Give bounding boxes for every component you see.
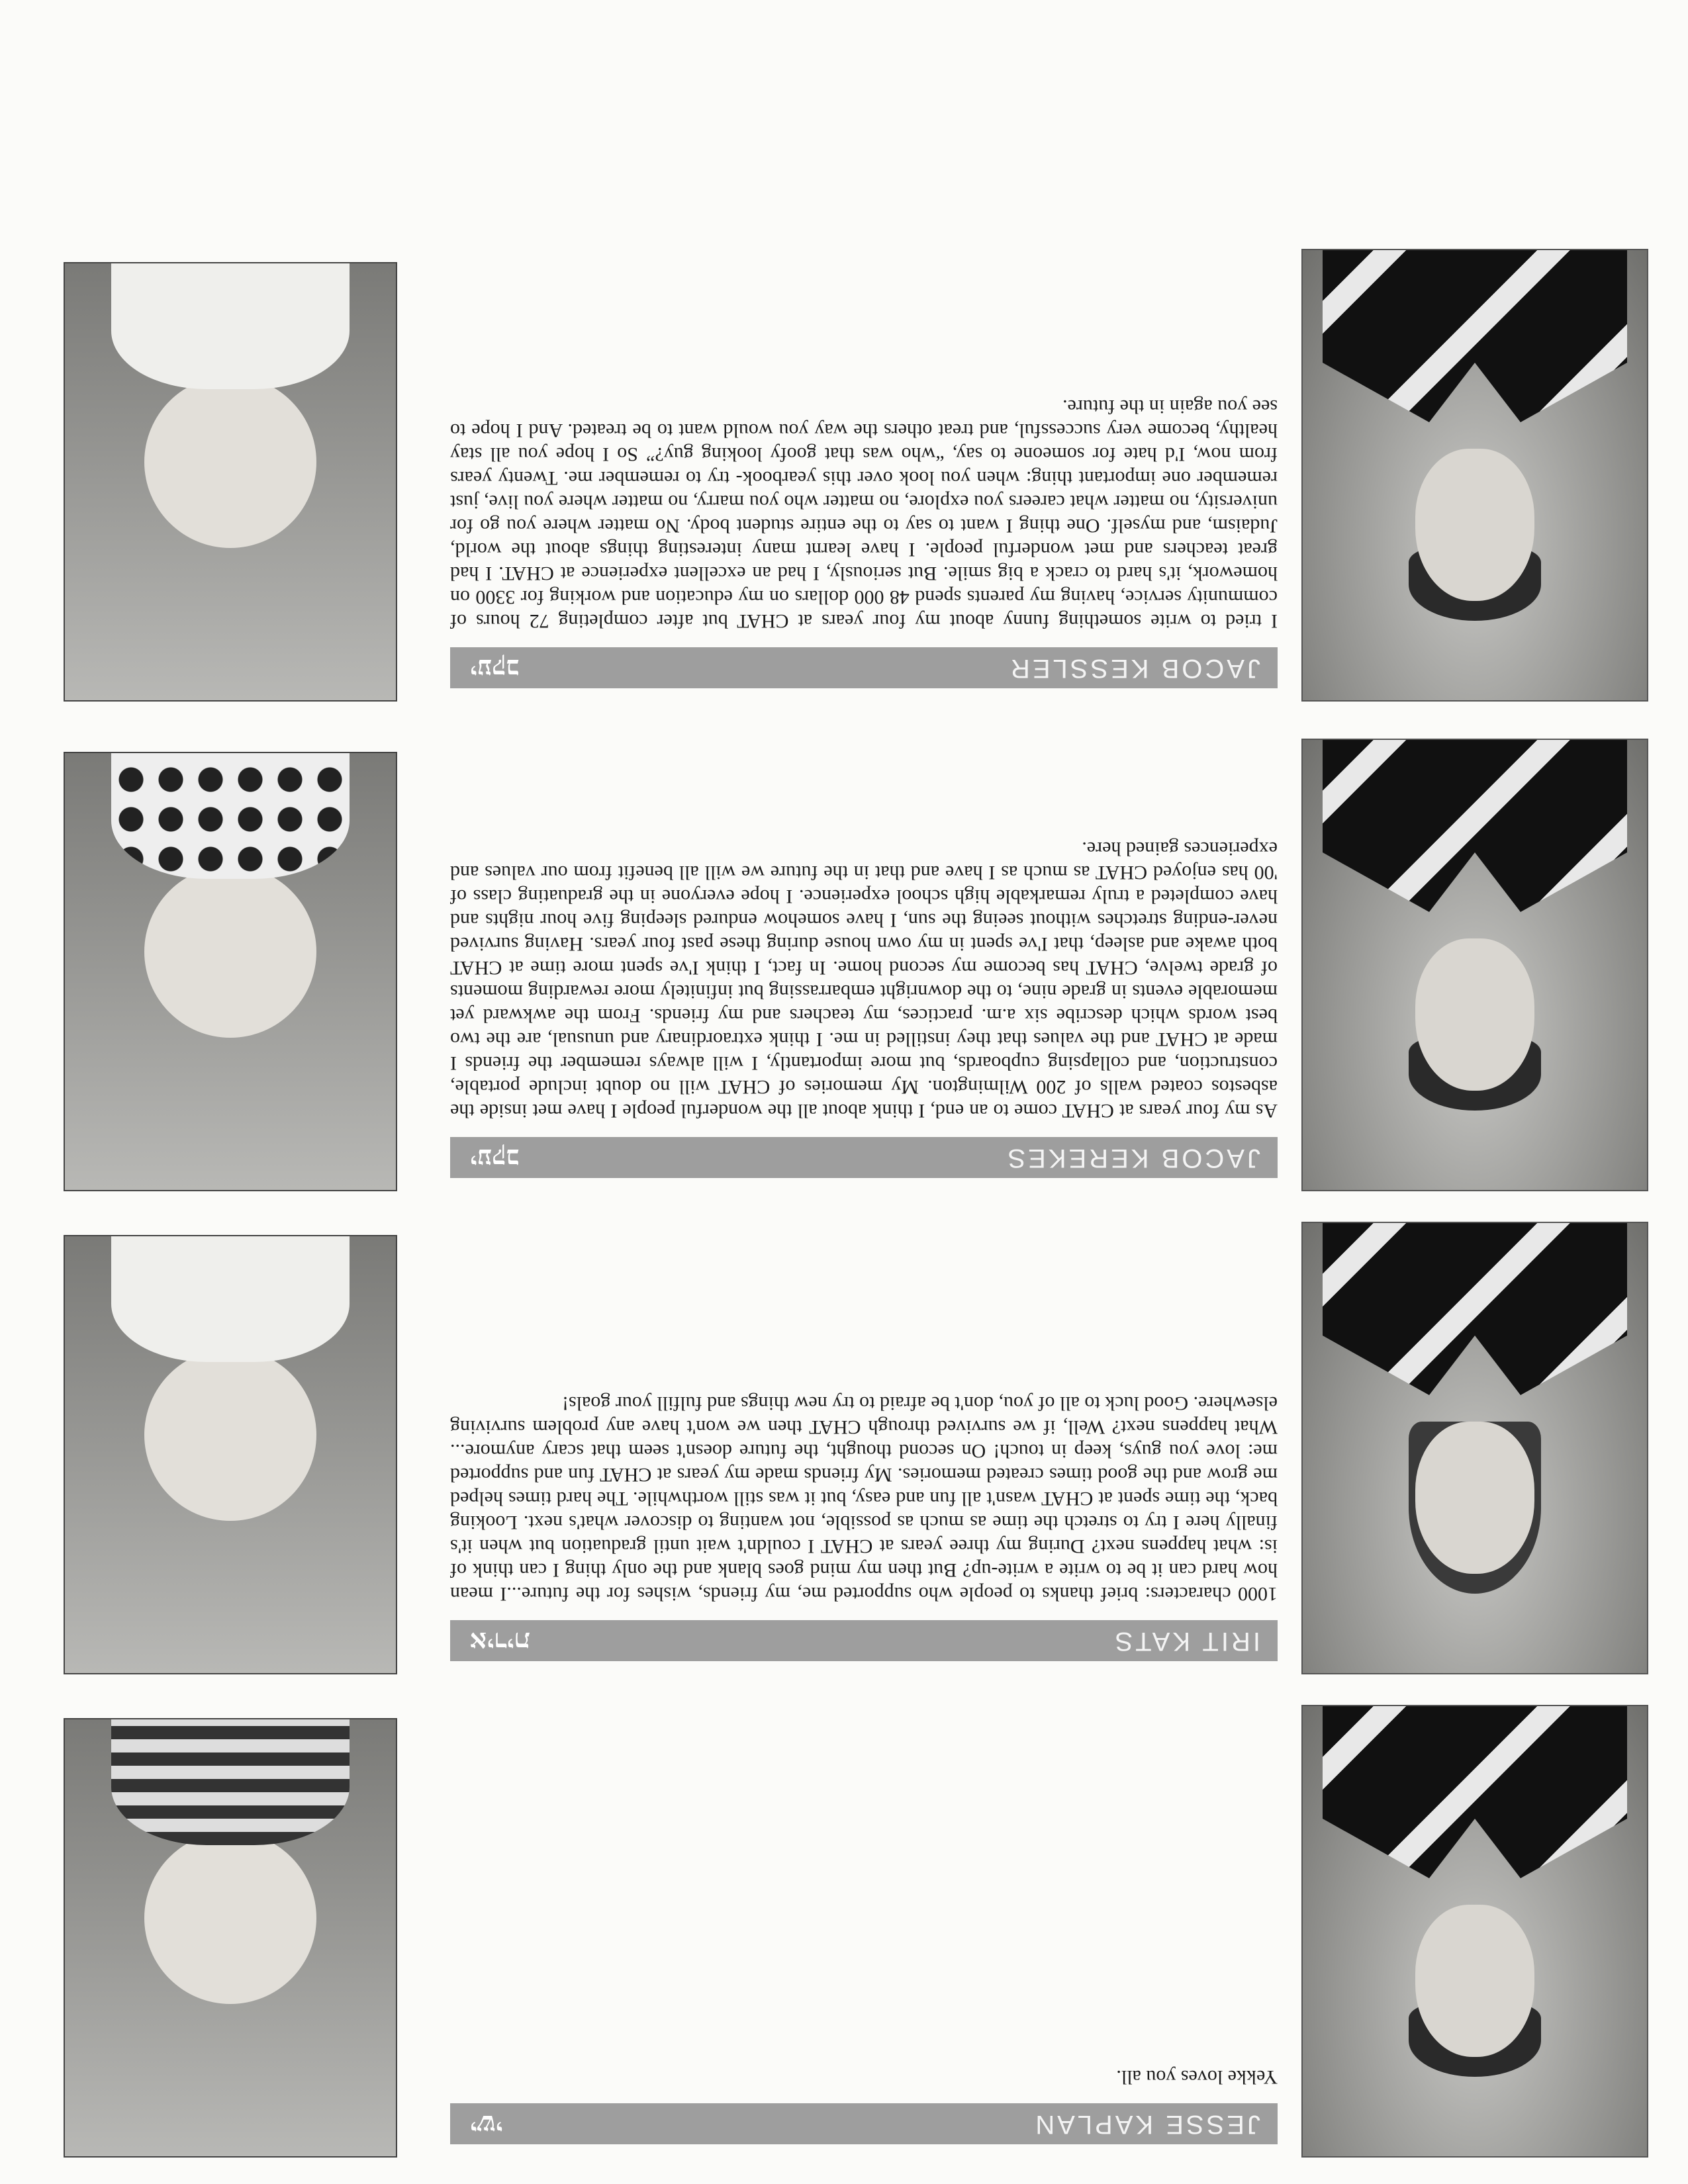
- student-entry-kerekes: [33, 728, 1648, 1191]
- hebrew-name: ישי: [470, 2109, 503, 2140]
- student-name: JACOB KESSLER: [1008, 654, 1260, 683]
- hebrew-name: יעקב: [470, 1143, 519, 1174]
- student-name: IRIT KATS: [1112, 1627, 1260, 1656]
- senior-portrait: [1301, 739, 1648, 1191]
- baby-photo: [64, 752, 397, 1191]
- student-name: JACOB KEREKES: [1005, 1144, 1260, 1173]
- student-name: JESSE KAPLAN: [1033, 2110, 1260, 2139]
- student-entry-kaplan: [33, 1694, 1648, 2158]
- student-writeup: As my four years at CHAT come to an end, I think about all the wonderful people I have met inside the asbestos coated walls of 200 Wilmington. My memories of CHAT will no doubt include portable, construction, and collapsing cupboards, but more importantly, I will always remember the friends I made at CHAT and the values that they instilled in me. I think extraordinary and unusual, are the two best words which describe six a.m. practices, my teachers and my friends. From the awkward yet memorable events in grade nine, to the downright embarrassing but infinitely more rewarding moments of grade twelve, CHAT has become my second home. In fact, I think I've spent more time at CHAT both awake and asleep, that I've spent in my own house during these past four years. Having survived never-ending stretches without seeing the sun, I have somehow endured sleeping five hour nights and have completed a truly remarkable high school experience. I hope everyone in the graduating class of '00 has enjoyed CHAT as much as I have and that in the future we will all benefit from our values and experiences gained here.: [450, 838, 1278, 1122]
- name-banner: [450, 1137, 1278, 1178]
- student-writeup: 1000 characters: brief thanks to people who supported me, my friends, wishes for the future...I mean how hard can it be to write a write-up? But then my mind goes blank and the only thing I can think of is: what happens next? During my three years at CHAT I couldn't wait until graduation but when it's finally here I try to stretch the time as much as possible, not wanting to discover what's next. Looking back, the time spent at CHAT wasn't all fun and easy, but it was still worthwhile. The hard times helped me grow and the good times created memories. My friends made my years at CHAT fun and supported me: love you guys, keep in touch! On second thought, the future doesn't seem that scary anymore... What happens next? Well, if we survived through CHAT then we won't have any problem surviving elsewhere. Good luck to all of you, don't be afraid to try new things and fulfill your goals!: [450, 1392, 1278, 1605]
- student-writeup: Yekke loves you all.: [1116, 2066, 1278, 2088]
- baby-photo: [64, 1718, 397, 2158]
- page-footer: [33, 26, 1648, 146]
- name-banner: [450, 647, 1278, 688]
- baby-photo: [64, 1235, 397, 1674]
- hebrew-name: יעקב: [470, 653, 519, 684]
- name-banner: [450, 2103, 1278, 2144]
- senior-portrait: [1301, 1705, 1648, 2158]
- senior-portrait: [1301, 249, 1648, 702]
- student-entry-kessler: [33, 238, 1648, 702]
- name-banner: [450, 1620, 1278, 1661]
- student-writeup: I tried to write something funny about my four years at CHAT but after completing 72 hours of community service, having my parents spend 48 000 dollars on my education and working for 3300 on homework, it's hard to crack a big smile. But seriously, I had an excellent experience at CHAT. I had great teachers and met wonderful people. I have learnt many interesting things about the world, Judaism, and myself. One thing I want to say to the entire student body. No matter where you go for university, no matter what careers you explore, no matter who you marry, no matter where you live, just remember one important thing: when you look over this yearbook- try to remember me. Twenty years from now, I'd hate for someone to say, “who was that goofy looking guy?” So I hope you all stay healthy, become very successful, and treat others the way you would want to be treated. And I hope to see you again in the future.: [450, 396, 1278, 632]
- baby-photo: [64, 262, 397, 702]
- senior-portrait: [1301, 1222, 1648, 1674]
- hebrew-name: אירית: [470, 1626, 530, 1657]
- student-entry-kats: [33, 1211, 1648, 1674]
